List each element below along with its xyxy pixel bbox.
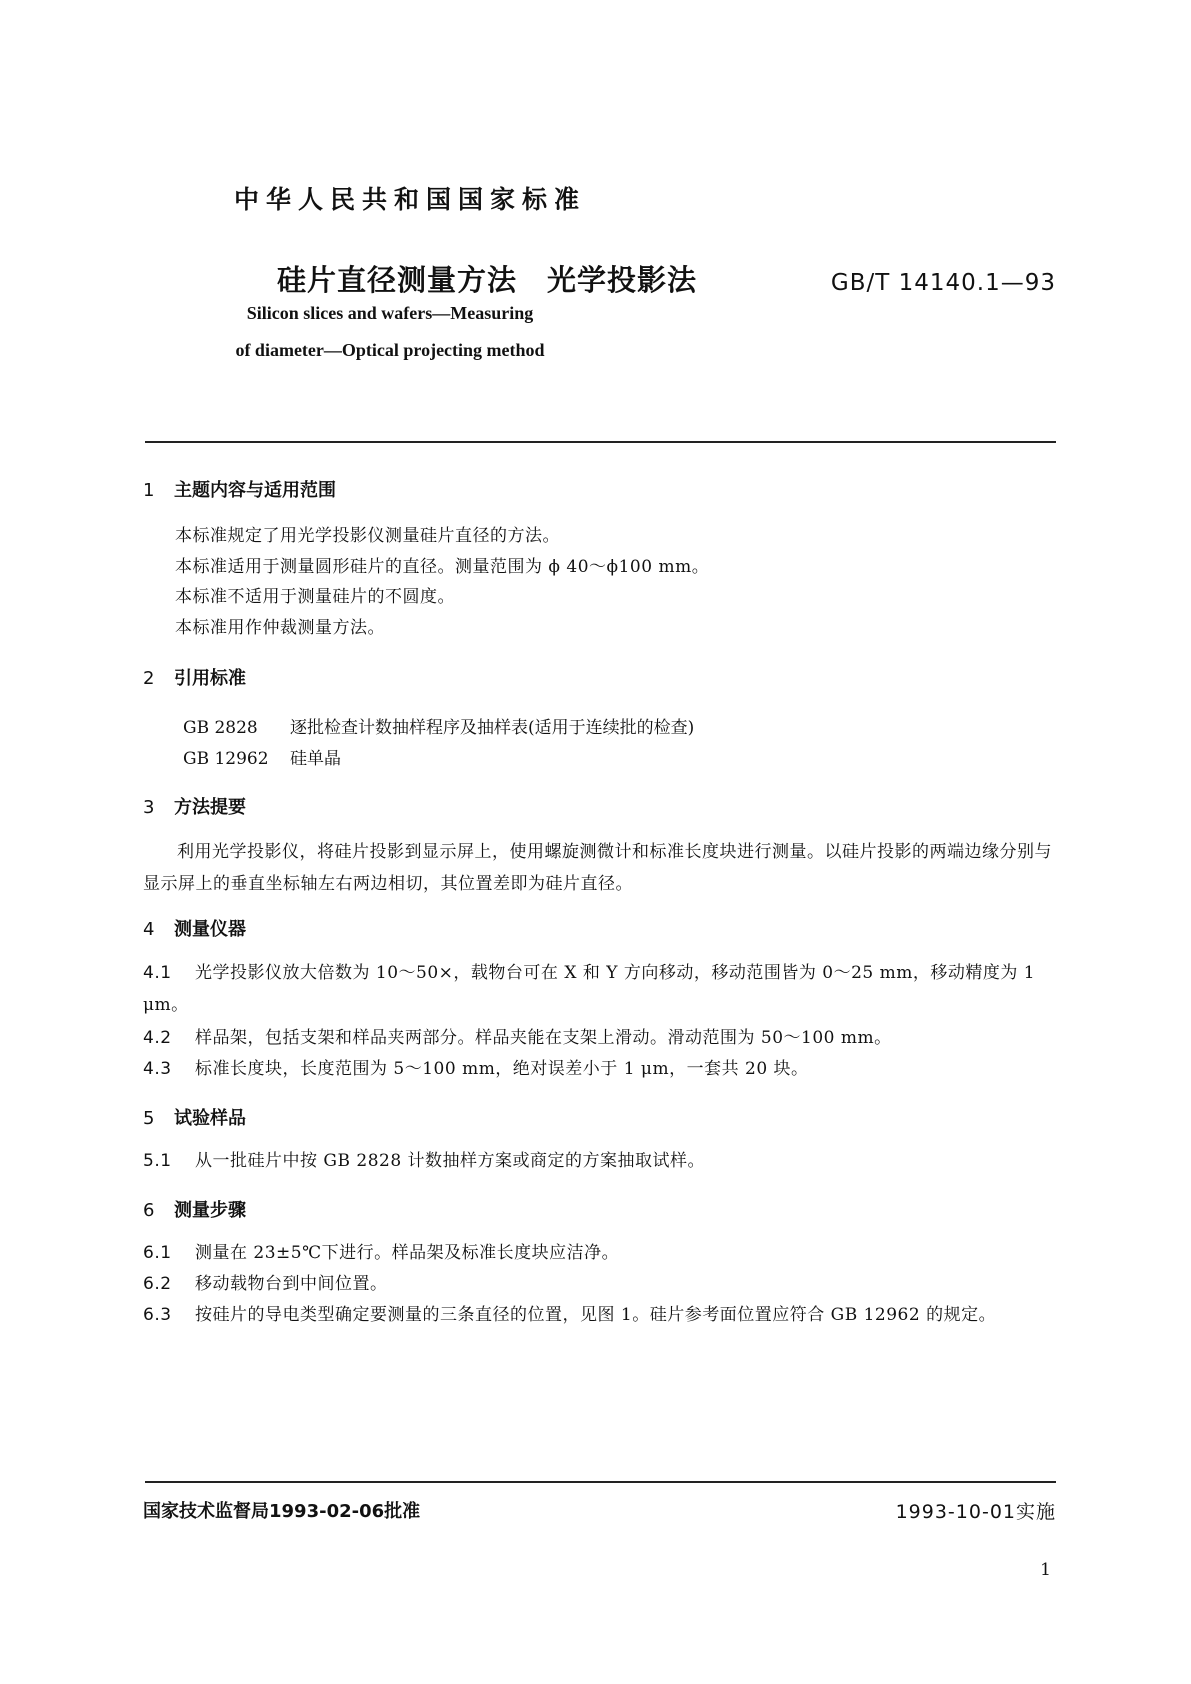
section-3-paragraph: 利用光学投影仪，将硅片投影到显示屏上，使用螺旋测微计和标准长度块进行测量。以硅片投影的两端边缘分别与显示屏上的垂直坐标轴左右两边相切，其位置差即为硅片直径。 — [143, 842, 1052, 894]
section-number: 5 — [143, 1108, 155, 1129]
national-standard-heading: 中华人民共和国国家标准 — [233, 185, 586, 214]
reference-title: 逐批检查计数抽样程序及抽样表(适用于连续批的检查) — [290, 718, 695, 738]
section-number: 3 — [143, 797, 155, 818]
clause-item — [143, 957, 1055, 1021]
clause-item — [143, 1299, 1055, 1331]
clause-item — [143, 1145, 1055, 1177]
approval-statement: 国家技术监督局1993-02-06批准 — [143, 1501, 421, 1522]
reference-code: GB 2828 — [183, 718, 258, 738]
section-1-heading — [143, 476, 336, 502]
clause-number: 6.2 — [143, 1274, 172, 1294]
section-1-paragraph: 本标准不适用于测量硅片的不圆度。 — [175, 587, 455, 607]
document-title-en-line1: Silicon slices and wafers—Measuring — [246, 303, 534, 323]
reference-title: 硅单晶 — [290, 749, 341, 769]
clause-number: 4.3 — [143, 1059, 172, 1079]
clause-text: 从一批硅片中按 GB 2828 计数抽样方案或商定的方案抽取试样。 — [195, 1151, 706, 1171]
clause-number: 4.1 — [143, 963, 172, 983]
clause-text: 按硅片的导电类型确定要测量的三条直径的位置，见图 1。硅片参考面位置应符合 GB 12962 的规定。 — [195, 1305, 997, 1325]
standard-code: GB/T 14140.1—93 — [830, 270, 1056, 296]
section-title: 引用标准 — [174, 668, 246, 689]
implementation-date: 1993-10-01实施 — [895, 1501, 1056, 1523]
clause-number: 6.1 — [143, 1243, 172, 1263]
section-number: 2 — [143, 668, 155, 689]
section-5-heading — [143, 1104, 246, 1130]
reference-item — [183, 713, 694, 738]
section-title: 测量步骤 — [174, 1200, 246, 1221]
section-title: 主题内容与适用范围 — [174, 480, 336, 501]
reference-item — [183, 744, 341, 769]
header-divider — [145, 441, 1056, 443]
section-2-heading — [143, 664, 246, 690]
section-6-heading — [143, 1196, 246, 1222]
clause-number: 6.3 — [143, 1305, 172, 1325]
section-number: 6 — [143, 1200, 155, 1221]
clause-item — [143, 1237, 1055, 1269]
clause-item — [143, 1022, 1055, 1054]
section-4-heading — [143, 915, 246, 941]
section-title: 方法提要 — [174, 797, 246, 818]
page-number: 1 — [1040, 1560, 1051, 1580]
reference-code: GB 12962 — [183, 749, 269, 769]
clause-number: 5.1 — [143, 1151, 172, 1171]
document-title-en-line2: of diameter—Optical projecting method — [235, 340, 545, 360]
section-3-heading — [143, 793, 246, 819]
clause-text: 标准长度块，长度范围为 5～100 mm，绝对误差小于 1 μm，一套共 20 块。 — [195, 1059, 809, 1079]
clause-text: 光学投影仪放大倍数为 10～50×，载物台可在 X 和 Y 方向移动，移动范围皆为 0～25 mm，移动精度为 1 μm。 — [143, 963, 1036, 1015]
clause-text: 测量在 23±5℃下进行。样品架及标准长度块应洁净。 — [195, 1243, 620, 1263]
section-1-paragraph: 本标准用作仲裁测量方法。 — [175, 618, 385, 638]
section-title: 试验样品 — [174, 1108, 246, 1129]
section-number: 1 — [143, 480, 155, 501]
section-number: 4 — [143, 919, 155, 940]
document-title-cn: 硅片直径测量方法 光学投影法 — [277, 263, 698, 297]
clause-number: 4.2 — [143, 1028, 172, 1048]
section-1-paragraph: 本标准规定了用光学投影仪测量硅片直径的方法。 — [175, 526, 560, 546]
clause-text: 移动载物台到中间位置。 — [195, 1274, 388, 1294]
clause-item — [143, 1268, 1055, 1300]
clause-text: 样品架，包括支架和样品夹两部分。样品夹能在支架上滑动。滑动范围为 50～100 mm。 — [195, 1028, 892, 1048]
footer-divider — [145, 1481, 1056, 1483]
section-title: 测量仪器 — [174, 919, 246, 940]
clause-item — [143, 1053, 1055, 1085]
section-1-paragraph: 本标准适用于测量圆形硅片的直径。测量范围为 ϕ 40～ϕ100 mm。 — [175, 557, 710, 577]
